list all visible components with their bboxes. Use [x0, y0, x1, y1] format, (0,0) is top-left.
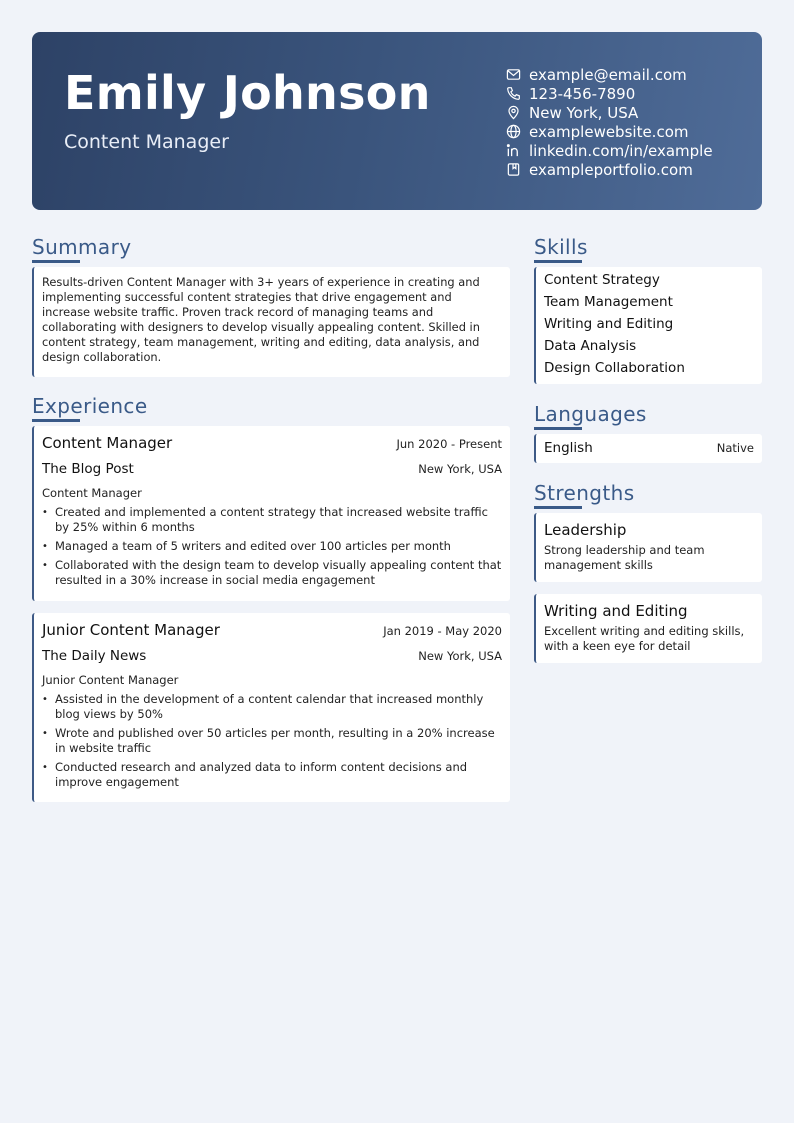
- strengths-heading: Strengths: [534, 481, 635, 505]
- job-role: Content Manager: [42, 486, 142, 500]
- linkedin-icon: [504, 143, 522, 159]
- skill-item: Content Strategy: [544, 272, 660, 288]
- strength-title: Leadership: [544, 521, 627, 539]
- job-date: Jan 2019 - May 2020: [383, 624, 502, 638]
- experience-item: [32, 426, 510, 601]
- job-bullets: [42, 692, 502, 790]
- location-pin-icon: [504, 105, 522, 121]
- language-card: [534, 434, 762, 463]
- contact-email-text: example@email.com: [529, 65, 687, 84]
- skills-heading: Skills: [534, 235, 588, 259]
- contact-phone-text: 123-456-7890: [529, 84, 636, 103]
- summary-heading: Summary: [32, 235, 132, 259]
- strength-description: Excellent writing and editing skills, with a keen eye for detail: [544, 624, 745, 653]
- bookmark-icon: [504, 162, 522, 178]
- mail-icon: [504, 67, 522, 83]
- job-location: New York, USA: [418, 462, 502, 476]
- list-item: • Collaborated with the design team to develop visually appealing content that resulted in a 30% increase in social media engagement: [42, 558, 502, 588]
- summary-text: Results-driven Content Manager with 3+ years of experience in creating and implementing successful content strategies that drive engagement and increase website traffic. Proven track record of managing teams and collaborating with designers to develop visually appealing content. Skilled in content strategy, team management, writing and editing, data analysis, and design collaboration.: [42, 275, 480, 364]
- skill-item: Writing and Editing: [544, 316, 674, 332]
- strength-description: Strong leadership and team management skills: [544, 543, 705, 572]
- candidate-name: Emily Johnson: [64, 66, 431, 120]
- list-item: • Assisted in the development of a content calendar that increased monthly blog views by 50%: [42, 692, 502, 722]
- contact-email[interactable]: [504, 65, 713, 84]
- skill-item: Design Collaboration: [544, 360, 685, 376]
- strength-card: [534, 513, 762, 582]
- contact-linkedin[interactable]: [504, 141, 713, 160]
- resume-header: [32, 32, 762, 210]
- contact-list: [504, 65, 713, 179]
- contact-location-text: New York, USA: [529, 103, 639, 122]
- languages-heading-underline: [534, 427, 582, 430]
- company-name: The Daily News: [42, 648, 147, 664]
- globe-icon: [504, 124, 522, 140]
- experience-heading: Experience: [32, 394, 148, 418]
- job-role: Junior Content Manager: [42, 673, 179, 687]
- contact-website-text: examplewebsite.com: [529, 122, 689, 141]
- contact-linkedin-text: linkedin.com/in/example: [529, 141, 713, 160]
- job-location: New York, USA: [418, 649, 502, 663]
- summary-heading-underline: [32, 260, 80, 263]
- contact-location: [504, 103, 713, 122]
- skills-card: [534, 267, 762, 384]
- list-item: • Conducted research and analyzed data to inform content decisions and improve engagement: [42, 760, 502, 790]
- phone-icon: [504, 86, 522, 102]
- job-title: Content Manager: [42, 434, 173, 452]
- candidate-title: Content Manager: [64, 131, 229, 153]
- strength-title: Writing and Editing: [544, 602, 688, 620]
- contact-portfolio[interactable]: [504, 160, 713, 179]
- skill-item: Data Analysis: [544, 338, 637, 354]
- contact-portfolio-text: exampleportfolio.com: [529, 160, 693, 179]
- experience-heading-underline: [32, 419, 80, 422]
- list-item: • Created and implemented a content strategy that increased website traffic by 25% within 6 months: [42, 505, 502, 535]
- summary-card: [32, 267, 510, 377]
- strengths-heading-underline: [534, 506, 582, 509]
- language-name: English: [544, 440, 593, 456]
- list-item: • Wrote and published over 50 articles per month, resulting in a 20% increase in website traffic: [42, 726, 502, 756]
- company-name: The Blog Post: [42, 461, 134, 477]
- language-level: Native: [716, 441, 754, 455]
- list-item: • Managed a team of 5 writers and edited over 100 articles per month: [42, 539, 502, 554]
- strength-card: [534, 594, 762, 663]
- contact-phone[interactable]: [504, 84, 713, 103]
- skill-item: Team Management: [544, 294, 673, 310]
- experience-item: [32, 613, 510, 802]
- job-title: Junior Content Manager: [42, 621, 220, 639]
- job-date: Jun 2020 - Present: [396, 437, 502, 451]
- job-bullets: [42, 505, 502, 588]
- languages-heading: Languages: [534, 402, 647, 426]
- skills-heading-underline: [534, 260, 582, 263]
- contact-website[interactable]: [504, 122, 713, 141]
